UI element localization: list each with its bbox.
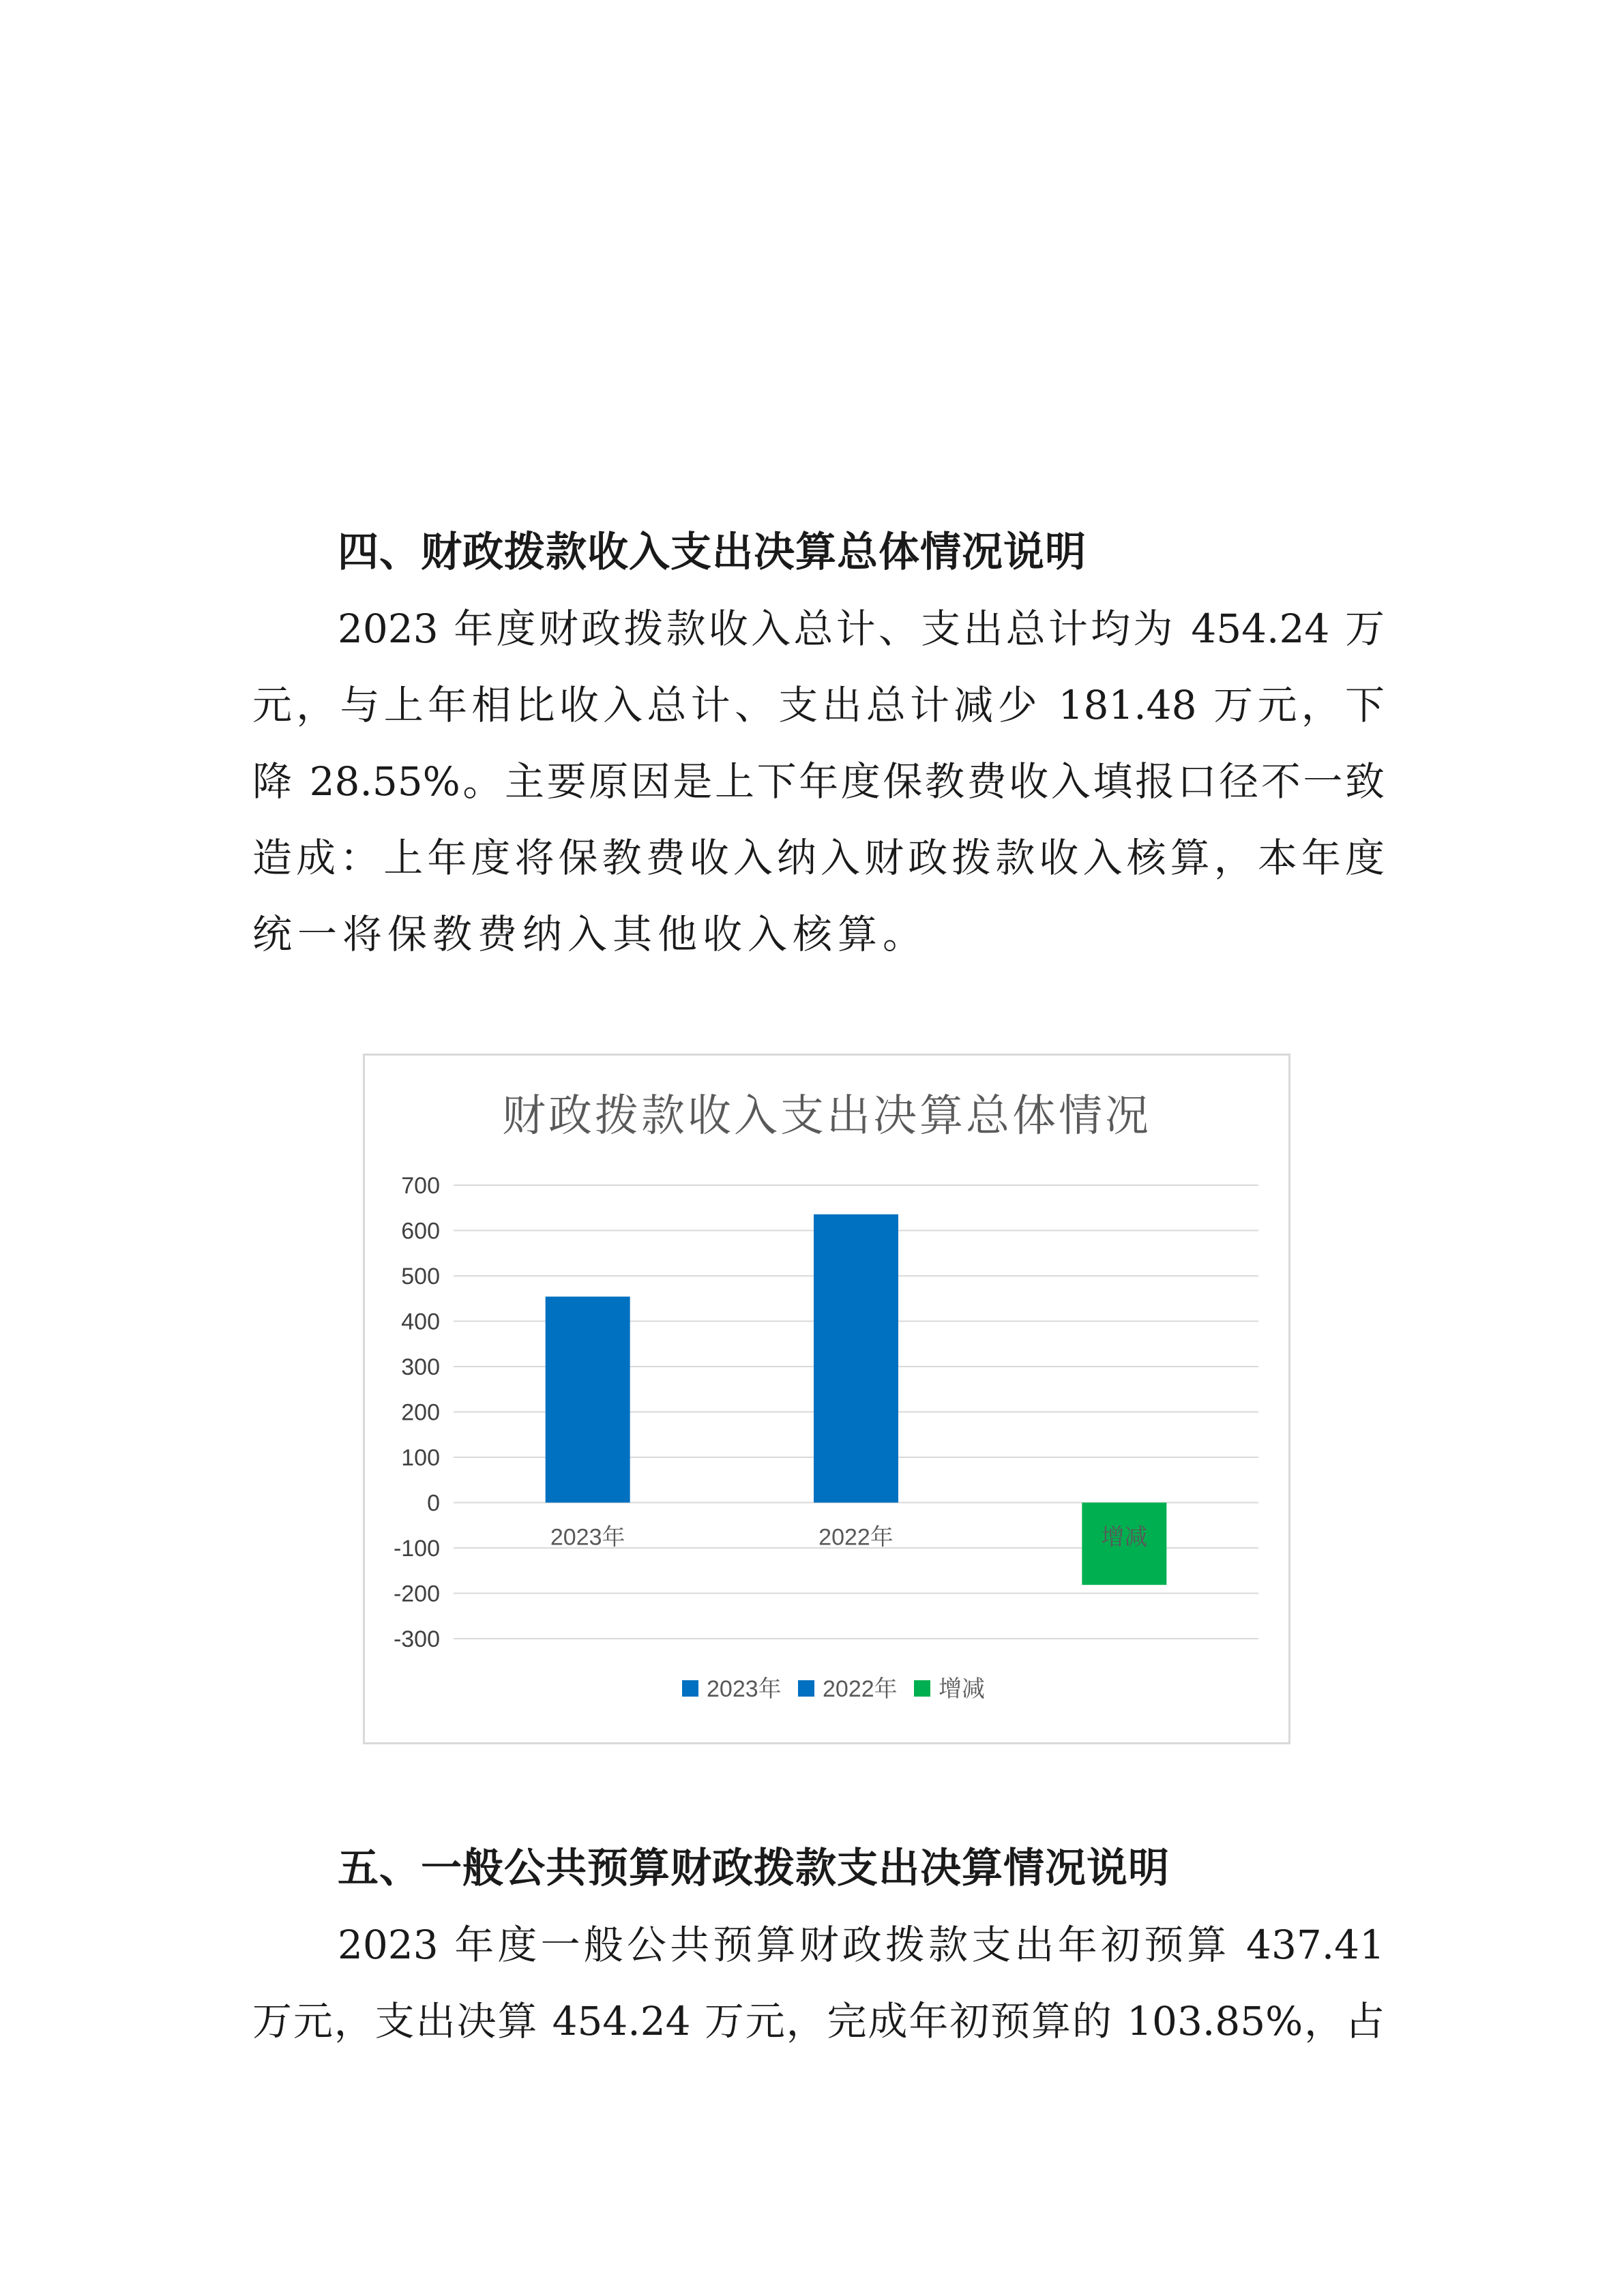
section-5-heading: 五、一般公共预算财政拨款支出决算情况说明 — [338, 1845, 1170, 1892]
y-tick-label: 700 — [401, 1173, 440, 1199]
legend-swatch — [798, 1680, 814, 1697]
y-tick-label: -100 — [393, 1536, 440, 1562]
legend-label: 增减 — [939, 1676, 985, 1702]
y-tick-label: 200 — [401, 1399, 440, 1426]
category-label: 增减 — [1101, 1524, 1148, 1551]
y-tick-label: 300 — [401, 1354, 440, 1380]
legend-swatch — [682, 1680, 698, 1697]
section-5-line-2: 万元，支出决算 454.24 万元，完成年初预算的 103.85%，占 — [252, 1998, 1385, 2044]
y-tick-label: 0 — [427, 1490, 440, 1517]
section-4-line-3: 降 28.55%。主要原因是上下年度保教费收入填报口径不一致 — [252, 758, 1385, 805]
section-4-line-4: 造成：上年度将保教费收入纳入财政拨款收入核算，本年度 — [252, 835, 1385, 881]
y-tick-label: -200 — [393, 1581, 440, 1607]
bar-2 — [814, 1214, 898, 1503]
y-tick-label: 500 — [401, 1264, 440, 1289]
bar-1 — [546, 1296, 630, 1502]
category-label: 2023年 — [550, 1524, 625, 1551]
section-5-line-1: 2023 年度一般公共预算财政拨款支出年初预算 437.41 — [338, 1922, 1385, 1968]
section-4-heading: 四、财政拨款收入支出决算总体情况说明 — [338, 528, 1087, 576]
section-4-line-5: 统一将保教费纳入其他收入核算。 — [252, 911, 928, 957]
y-tick-label: 100 — [401, 1445, 440, 1471]
legend-label: 2023年 — [707, 1676, 782, 1702]
legend-swatch — [914, 1680, 930, 1697]
bar-chart — [365, 1056, 1288, 1742]
y-tick-label: 400 — [401, 1309, 440, 1335]
y-tick-label: -300 — [393, 1626, 440, 1652]
section-4-line-2: 元，与上年相比收入总计、支出总计减少 181.48 万元，下 — [252, 682, 1385, 728]
chart-container — [363, 1054, 1290, 1744]
category-label: 2022年 — [818, 1524, 894, 1551]
y-tick-label: 600 — [401, 1218, 440, 1244]
legend-label: 2022年 — [823, 1676, 898, 1702]
section-4-line-1: 2023 年度财政拨款收入总计、支出总计均为 454.24 万 — [338, 606, 1385, 652]
chart-title: 财政拨款收入支出决算总体情况 — [502, 1091, 1151, 1142]
